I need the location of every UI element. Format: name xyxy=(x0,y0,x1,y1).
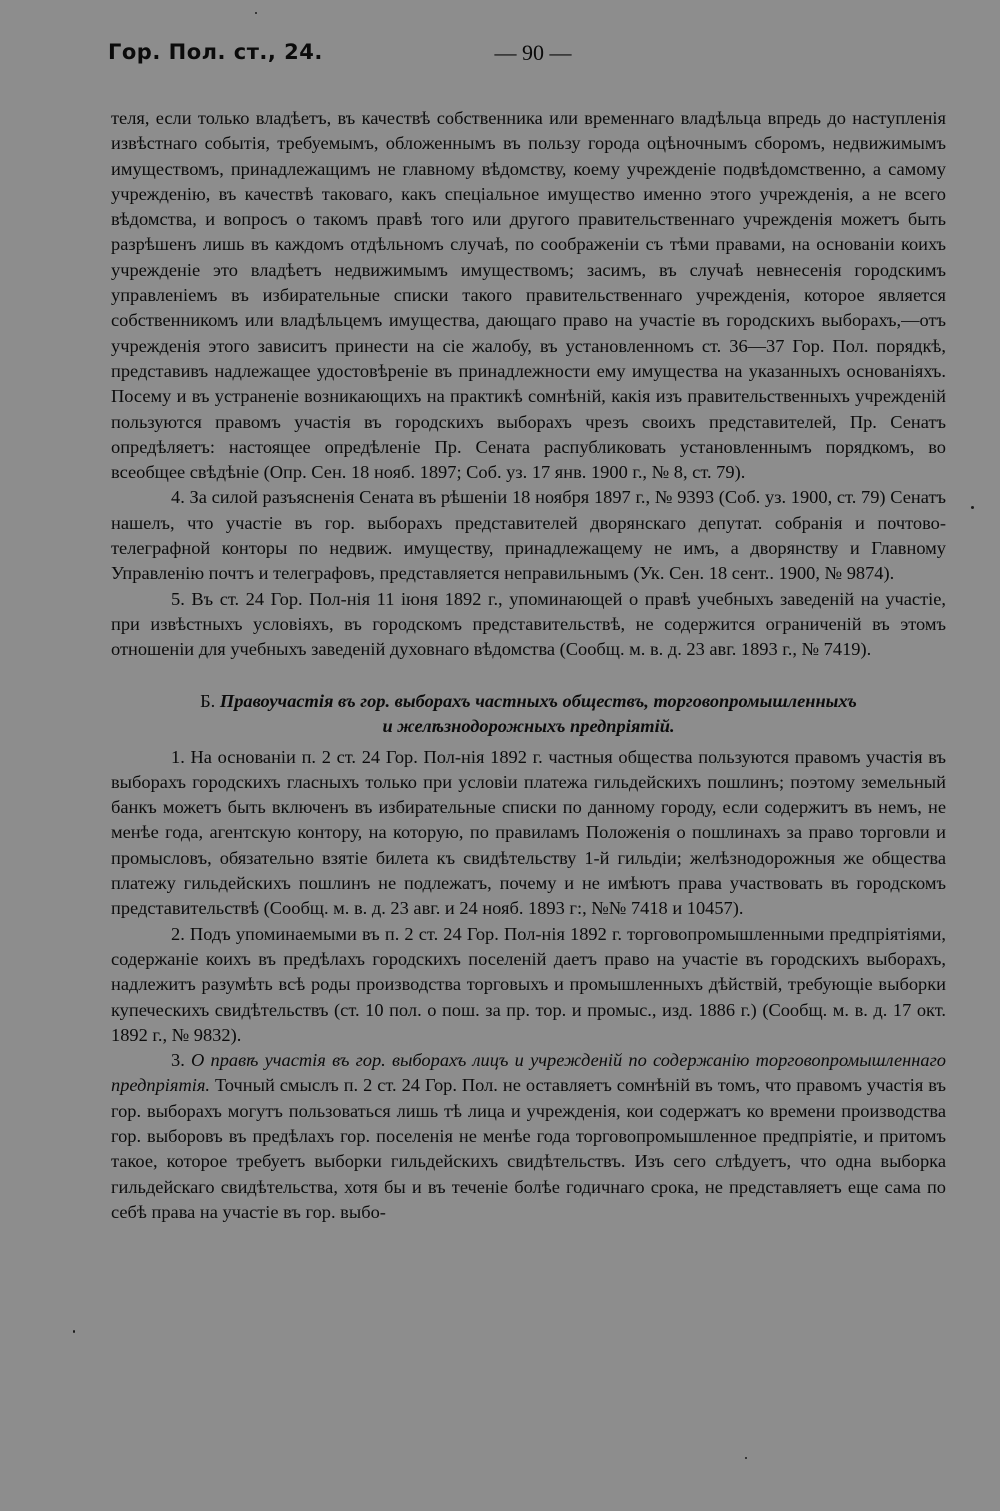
section-heading xyxy=(111,689,946,739)
paragraph-b-item-1: 1. На основаніи п. 2 ст. 24 Гор. Пол-нія 1892 г. частныя общества пользуются правомъ участія въ выборахъ городскихъ гласныхъ только при условіи платежа гильдейскихъ пошлинъ; поэтому земельный банкъ можетъ быть включенъ въ избирательные списки по данному городу, если содержитъ въ немъ, не менѣе года, агентскую контору, на которую, по правиламъ Положенія о пошлинахъ за право торговли и промысловъ, обязательно взятіе билета къ свидѣтельству 1-й гильдіи; желѣзнодорожныя же общества платежу гильдейскихъ пошлинъ не подлежатъ, почему и не имѣютъ права участвовать въ городскомъ представительствѣ (Сообщ. м. в. д. 23 авг. и 24 нояб. 1893 г:, №№ 7418 и 10457). xyxy=(111,746,946,919)
body-text xyxy=(111,106,946,1225)
section-letter: Б. xyxy=(200,690,216,711)
paragraph-b-item-3 xyxy=(111,1048,946,1225)
item-text: Точный смыслъ п. 2 ст. 24 Гор. Пол. не оставляетъ сомнѣній въ томъ, что правомъ участія въ гор. выборахъ могутъ пользоваться лишь тѣ лица и учрежденія, кои содержатъ ко времени производства гор. выборовъ въ предѣлахъ гор. поселенія не менѣе года торговопромышленное предпріятіе, и притомъ такое, которое требуетъ выборки гильдейскихъ свидѣтельствъ. Изъ сего слѣдуетъ, что одна выборка гильдейскаго свидѣтельства, хотя бы и въ теченіе болѣе годичнаго срока, не представляетъ еще сама по себѣ права на участіе въ гор. выбо- xyxy=(111,1075,946,1222)
section-title-line-1: Правоучастія въ гор. выборахъ частныхъ обществъ, торговопромышленныхъ xyxy=(219,690,857,711)
paragraph-b-item-2: 2. Подъ упоминаемыми въ п. 2 ст. 24 Гор. Пол-нія 1892 г. торговопромышленными предпріятіями, содержаніе коихъ въ предѣлахъ городскихъ поселеній даетъ право на участіе въ городскихъ выборахъ, надлежитъ разумѣть всѣ роды производства торговыхъ и промышленныхъ дѣйствій, требующіе выборки купеческихъ свидѣтельствъ (ст. 10 пол. о пош. за пр. тор. и промыс., изд. 1886 г.) (Сообщ. м. в. д. 17 окт. 1892 г., № 9832). xyxy=(111,923,946,1045)
scan-speck xyxy=(971,506,974,509)
page-header xyxy=(108,40,948,76)
page-number: — 90 — xyxy=(494,40,572,65)
item-italic-title: О правѣ участія въ гор. выборахъ лицъ и учрежденій по содержанію торговопромышленнаго предпріятія. xyxy=(111,1050,946,1096)
scan-speck xyxy=(73,1330,75,1333)
section-title-line-2: и желѣзнодорожныхъ предпріятій. xyxy=(382,715,675,736)
scan-speck xyxy=(255,12,257,14)
running-head: Гор. Пол. ст., 24. xyxy=(108,40,323,64)
item-number: 3. xyxy=(171,1050,185,1071)
scan-speck xyxy=(745,1457,747,1459)
paragraph-item-5: 5. Въ ст. 24 Гор. Пол-нія 11 іюня 1892 г., упоминающей о правѣ учебныхъ заведеній на участіе, при извѣстныхъ условіяхъ, въ городскомъ представительствѣ, не содержится ограниченій въ этомъ отношеніи для учебныхъ заведеній духовнаго вѣдомства (Сообщ. м. в. д. 23 авг. 1893 г., № 7419). xyxy=(111,588,946,660)
paragraph-item-4: 4. За силой разъясненія Сената въ рѣшеніи 18 ноября 1897 г., № 9393 (Соб. уз. 1900, ст. 79) Сенатъ нашелъ, что участіе въ гор. выборахъ представителей дворянскаго депутат. собранія и почтово-телеграфной конторы по недвиж. имуществу, принадлежащему не имъ, а дворянству и Главному Управленію почтъ и телеграфовъ, представляется неправильнымъ (Ук. Сен. 18 сент.. 1900, № 9874). xyxy=(111,487,946,584)
paragraph-continuation: теля, если только владѣетъ, въ качествѣ собственника или временнаго владѣльца впредь до наступленія извѣстнаго событія, требуемымъ, обложеннымъ въ пользу города оцѣночнымъ сборомъ, недвижимымъ имуществомъ, принадлежащимъ не главному вѣдомству, коему учрежденіе подвѣдомственно, а самому учрежденію, въ качествѣ таковаго, какъ спеціальное имущество именно этого учрежденія, а не всего вѣдомства, и вопросъ о такомъ правѣ того или другого правительственнаго учрежденія можетъ быть разрѣшенъ лишь въ каждомъ отдѣльномъ случаѣ, по соображеніи съ тѣми правами, на основаніи коихъ учрежденіе это владѣетъ недвижимымъ имуществомъ; засимъ, въ случаѣ невнесенія городскимъ управленіемъ въ избирательные списки такого правительственнаго учрежденія, которое является собственникомъ или владѣльцемъ имущества, дающаго право на участіе въ городскихъ выборахъ,—отъ учрежденія этого зависитъ принести на сіе жалобу, въ установленномъ ст. 36—37 Гор. Пол. порядкѣ, представивъ надлежащее удостовѣреніе въ принадлежности ему имущества на указанныхъ основаніяхъ. Посему и въ устраненіе возникающихъ на практикѣ сомнѣній, какія изъ правительственныхъ учрежденій пользуются правомъ участія въ городскихъ выборахъ чрезъ своихъ представителей, Пр. Сенатъ опредѣляетъ: настоящее опредѣленіе Пр. Сената распубликовать установленнымъ порядкомъ, во всеобщее свѣдѣніе (Опр. Сен. 18 нояб. 1897; Соб. уз. 17 янв. 1900 г., № 8, ст. 79). xyxy=(111,108,946,483)
